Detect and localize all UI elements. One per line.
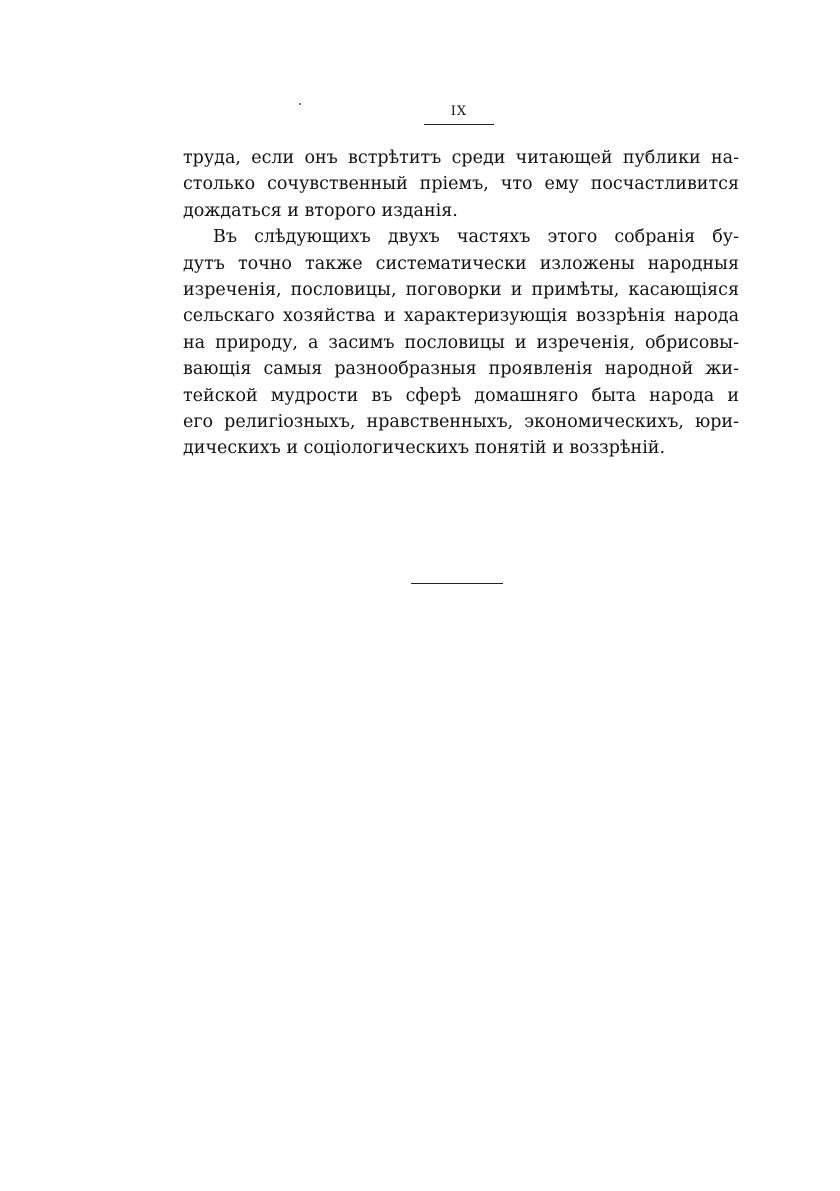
text-line: его религіозныхъ, нравственныхъ, экономическихъ, юри- (183, 411, 739, 432)
text-line: вающія самыя разнообразныя проявленія народной жи- (183, 359, 739, 380)
text-line: труда, если онъ встрѣтитъ среди читающей публики на- (183, 148, 739, 168)
text-line: дутъ точно также систематически изложены народныя (183, 253, 739, 274)
paragraph-next-parts (183, 224, 739, 462)
text-line: дождаться и второго изданія. (183, 200, 458, 221)
ink-speck (299, 103, 301, 105)
body-text (183, 145, 739, 462)
page-number-rule (424, 124, 494, 125)
page-number: IX (450, 104, 468, 119)
text-line: сельскаго хозяйства и характеризующія воззрѣнія народа (183, 306, 739, 327)
section-end-rule (411, 583, 503, 584)
text-line: тейской мудрости въ сферѣ домашняго быта народа и (183, 385, 739, 406)
text-line: столько сочувственный пріемъ, что ему посчастливится (183, 174, 739, 195)
text-line: на природу, а засимъ пословицы и изреченія, обрисовы- (183, 332, 739, 353)
text-line: Въ слѣдующихъ двухъ частяхъ этого собранія бу- (213, 227, 739, 248)
text-line: дическихъ и соціологическихъ понятій и воззрѣній. (183, 438, 666, 459)
text-line: изреченія, пословицы, поговорки и примѣты, касающіяся (183, 279, 739, 300)
paragraph-continuation (183, 145, 739, 224)
